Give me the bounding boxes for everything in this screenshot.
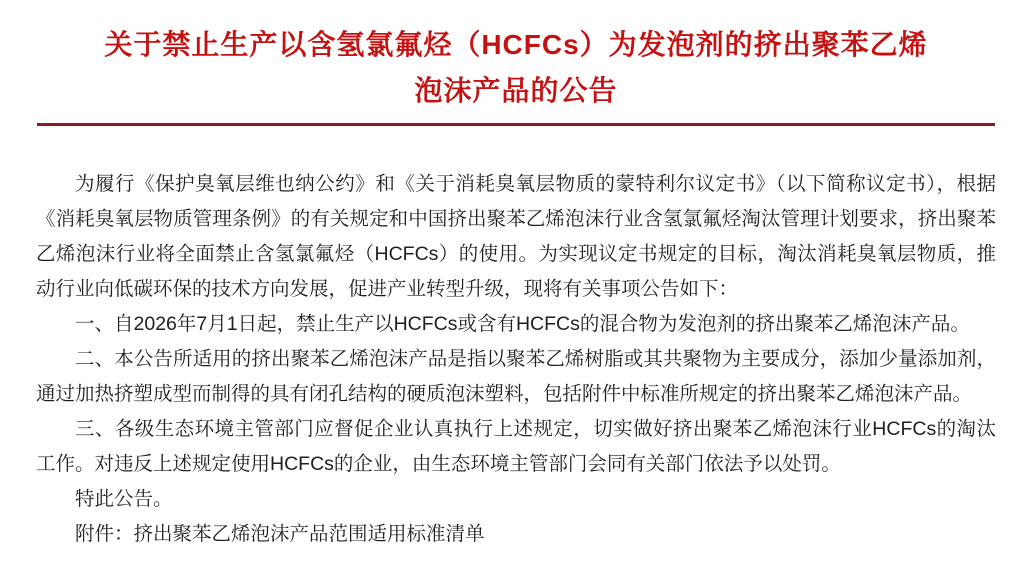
paragraph-item-3: 三、各级生态环境主管部门应督促企业认真执行上述规定，切实做好挤出聚苯乙烯泡沫行业HCFCs的淘汰工作。对违反上述规定使用HCFCs的企业，由生态环境主管部门会同有关部门依法予以处罚。: [36, 418, 996, 475]
paragraph-item-1: 一、自2026年7月1日起，禁止生产以HCFCs或含有HCFCs的混合物为发泡剂的挤出聚苯乙烯泡沫产品。: [75, 313, 970, 335]
paragraph-attachment: 附件：挤出聚苯乙烯泡沫产品范围适用标准清单: [75, 523, 485, 545]
title-line-1: 关于禁止生产以含氢氯氟烃（HCFCs）为发泡剂的挤出聚苯乙烯: [104, 29, 928, 60]
title-divider-rule: [37, 123, 995, 126]
title-line-2: 泡沫产品的公告: [414, 75, 618, 106]
announcement-title: [0, 0, 1032, 114]
paragraph-item-2: 二、本公告所适用的挤出聚苯乙烯泡沫产品是指以聚苯乙烯树脂或其共聚物为主要成分，添加少量添加剂，通过加热挤塑成型而制得的具有闭孔结构的硬质泡沫塑料，包括附件中标准所规定的挤出聚苯乙烯泡沫产品。: [36, 348, 996, 405]
paragraph-intro: 为履行《保护臭氧层维也纳公约》和《关于消耗臭氧层物质的蒙特利尔议定书》（以下简称议定书），根据《消耗臭氧层物质管理条例》的有关规定和中国挤出聚苯乙烯泡沫行业含氢氯氟烃淘汰管理计划要求，挤出聚苯乙烯泡沫行业将全面禁止含氢氯氟烃（HCFCs）的使用。为实现议定书规定的目标，淘汰消耗臭氧层物质，推动行业向低碳环保的技术方向发展，促进产业转型升级，现将有关事项公告如下：: [36, 173, 996, 300]
announcement-body: [36, 167, 996, 552]
paragraph-closing: 特此公告。: [75, 488, 173, 510]
